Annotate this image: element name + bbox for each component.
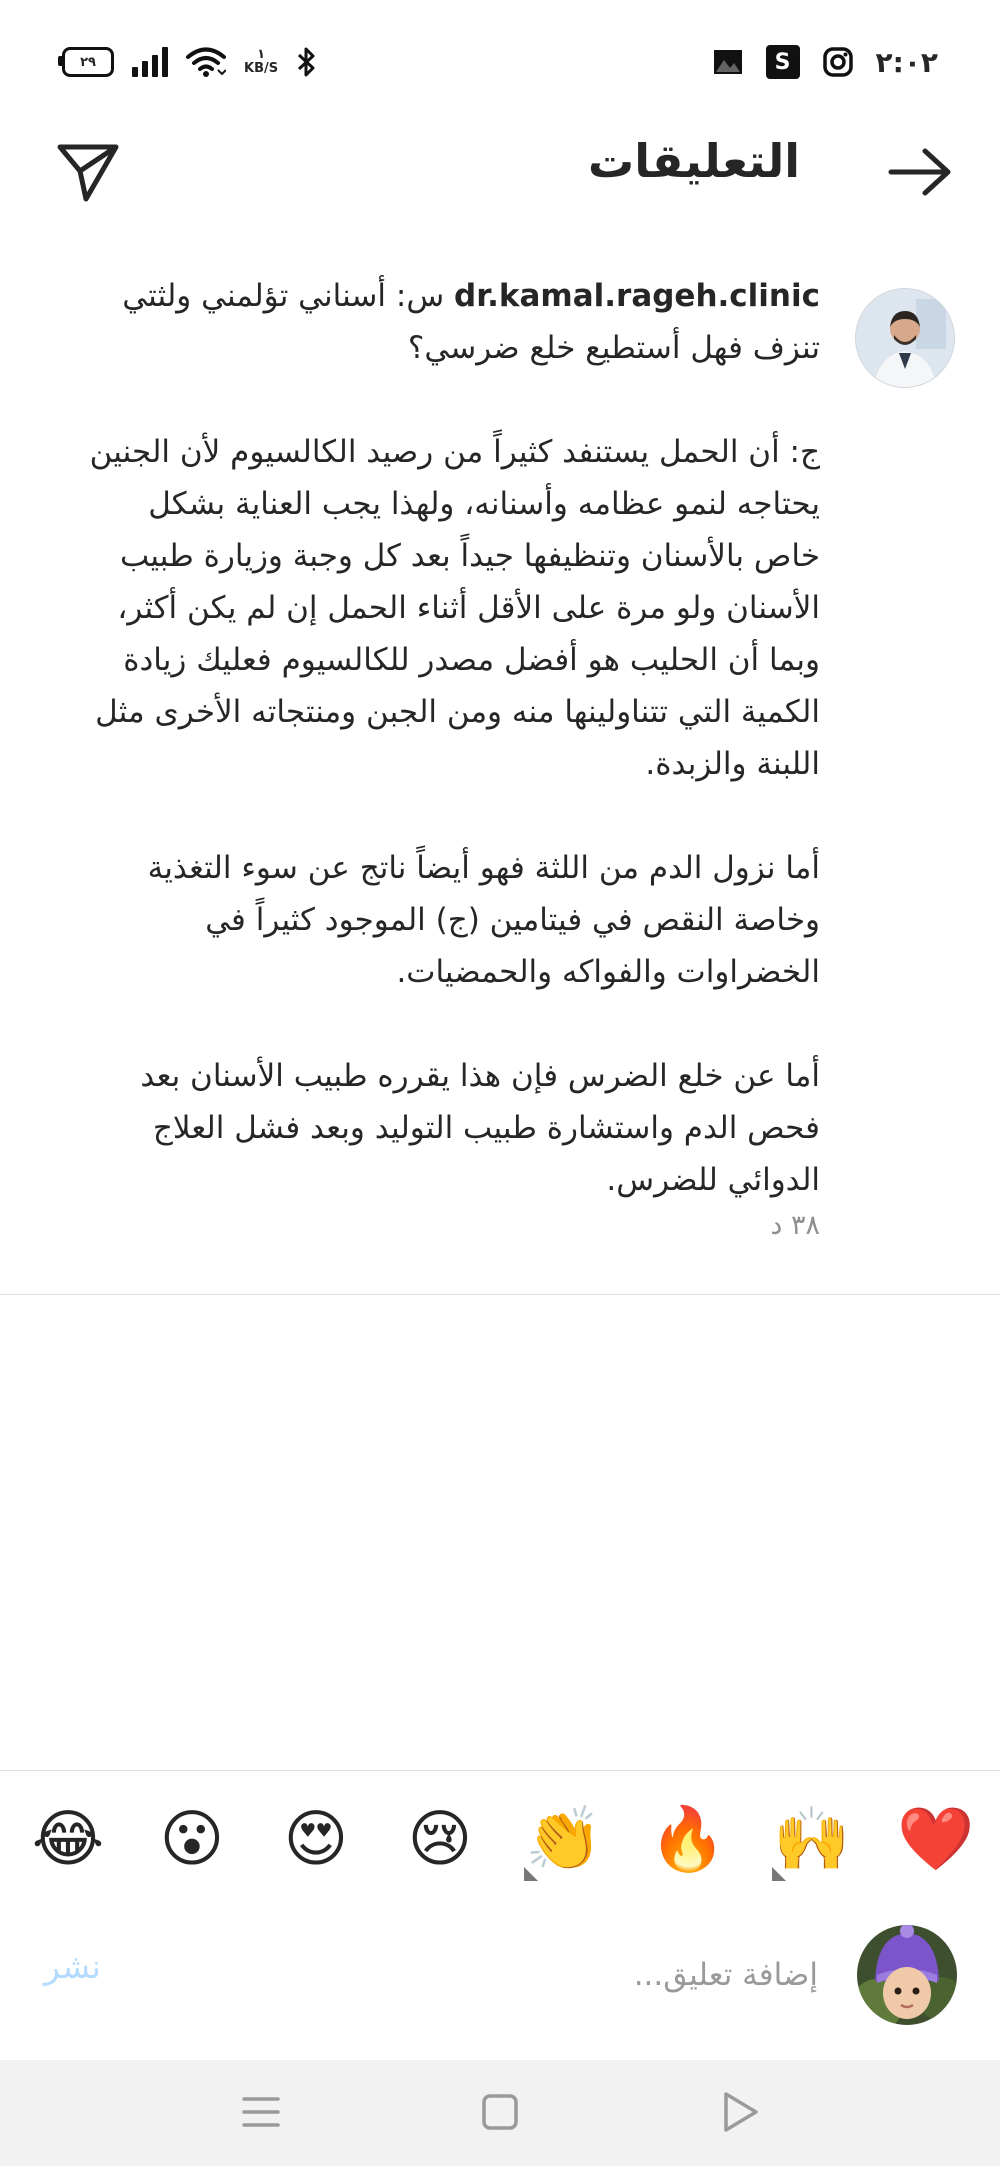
status-left xyxy=(62,40,318,84)
paper-plane-icon xyxy=(56,141,120,203)
nav-back-button[interactable] xyxy=(710,2082,770,2142)
wifi-icon xyxy=(186,46,226,78)
caption-text: س: أسناني تؤلمني ولثتي تنزف فهل أستطيع خلع ضرسي؟ ج: أن الحمل يستنفد كثيراً من رصيد الكالسيوم لأن الجنين يحتاجه لنمو عظامه وأسنانه، ولهذا يجب العناية بشكل خاص بالأسنان وتنظيفها جيداً بعد كل وجبة وزيارة طبيب الأسنان ولو مرة على الأقل أثناء الحمل إن لم يكن أكثر، وبما أن الحليب هو أفضل مصدر للكالسيوم فعليك زيادة الكمية التي تتناولينها منه ومن الجبن ومنتجاته الأخرى مثل اللبنة والزبدة. أما نزول الدم من اللثة فهو أيضاً ناتج عن سوء التغذية وخاصة النقص في فيتامين (ج) الموجود كثيراً في الخضراوات والفواكه والحمضيات. أما عن خلع الضرس فإن هذا يقرره طبيب الأسنان بعد فحص الدم واستشارة طبيب التوليد وبعد فشل العلاج الدوائي للضرس. xyxy=(89,278,820,1198)
emoji-raising-hands-glyph: 🙌 xyxy=(773,1802,851,1875)
caption-timestamp: ٣٨ د xyxy=(770,1210,820,1241)
nav-menu-button[interactable] xyxy=(231,2082,291,2142)
back-triangle-icon xyxy=(720,2090,760,2134)
signal-icon xyxy=(132,47,168,77)
doctor-avatar-image xyxy=(856,289,954,387)
comment-input[interactable] xyxy=(256,1939,820,2011)
battery-icon xyxy=(62,47,114,77)
user-avatar[interactable] xyxy=(857,1925,957,2025)
header xyxy=(0,120,1000,220)
back-button[interactable] xyxy=(880,132,960,212)
s-app-icon: S xyxy=(766,45,800,79)
system-nav-bar xyxy=(0,2060,1000,2166)
author-avatar[interactable] xyxy=(855,288,955,388)
emoji-surprised-face[interactable]: 😮 xyxy=(159,1802,225,1875)
menu-icon xyxy=(241,2094,281,2130)
status-right xyxy=(712,40,938,84)
emoji-red-heart[interactable]: ❤️ xyxy=(897,1802,975,1875)
network-speed-value: ١ xyxy=(257,47,266,62)
status-bar xyxy=(0,0,1000,120)
emoji-tears-of-joy[interactable]: 😂 xyxy=(31,1802,105,1875)
gallery-icon xyxy=(712,46,744,78)
emoji-clapping-hands[interactable] xyxy=(524,1801,604,1877)
network-speed xyxy=(244,48,278,76)
emoji-crying-face[interactable]: 😢 xyxy=(407,1802,473,1875)
bluetooth-icon xyxy=(296,46,318,78)
arrow-right-icon xyxy=(887,147,953,197)
caption-divider xyxy=(0,1294,1000,1295)
emoji-quick-reactions xyxy=(0,1770,1000,1908)
emoji-clapping-hands-glyph: 👏 xyxy=(525,1802,603,1875)
clock: ٢:٠٢ xyxy=(875,45,938,79)
caption-body xyxy=(80,270,820,1206)
child-avatar-image xyxy=(857,1925,957,2025)
home-square-icon xyxy=(480,2092,520,2132)
instagram-icon xyxy=(822,46,854,78)
comment-composer xyxy=(0,1907,1000,2047)
skin-tone-indicator xyxy=(772,1867,786,1881)
caption-username[interactable]: dr.kamal.rageh.clinic xyxy=(454,278,820,314)
emoji-heart-eyes[interactable]: 😍 xyxy=(283,1802,349,1875)
nav-home-button[interactable] xyxy=(470,2082,530,2142)
emoji-fire[interactable]: 🔥 xyxy=(649,1802,727,1875)
share-button[interactable] xyxy=(48,132,128,212)
emoji-raising-hands[interactable] xyxy=(772,1801,852,1877)
page-title: التعليقات xyxy=(588,134,800,188)
skin-tone-indicator xyxy=(524,1867,538,1881)
network-speed-unit: KB/S xyxy=(244,61,279,76)
post-button[interactable]: نشر xyxy=(44,1947,101,1986)
battery-level: ٢٩ xyxy=(80,54,96,70)
